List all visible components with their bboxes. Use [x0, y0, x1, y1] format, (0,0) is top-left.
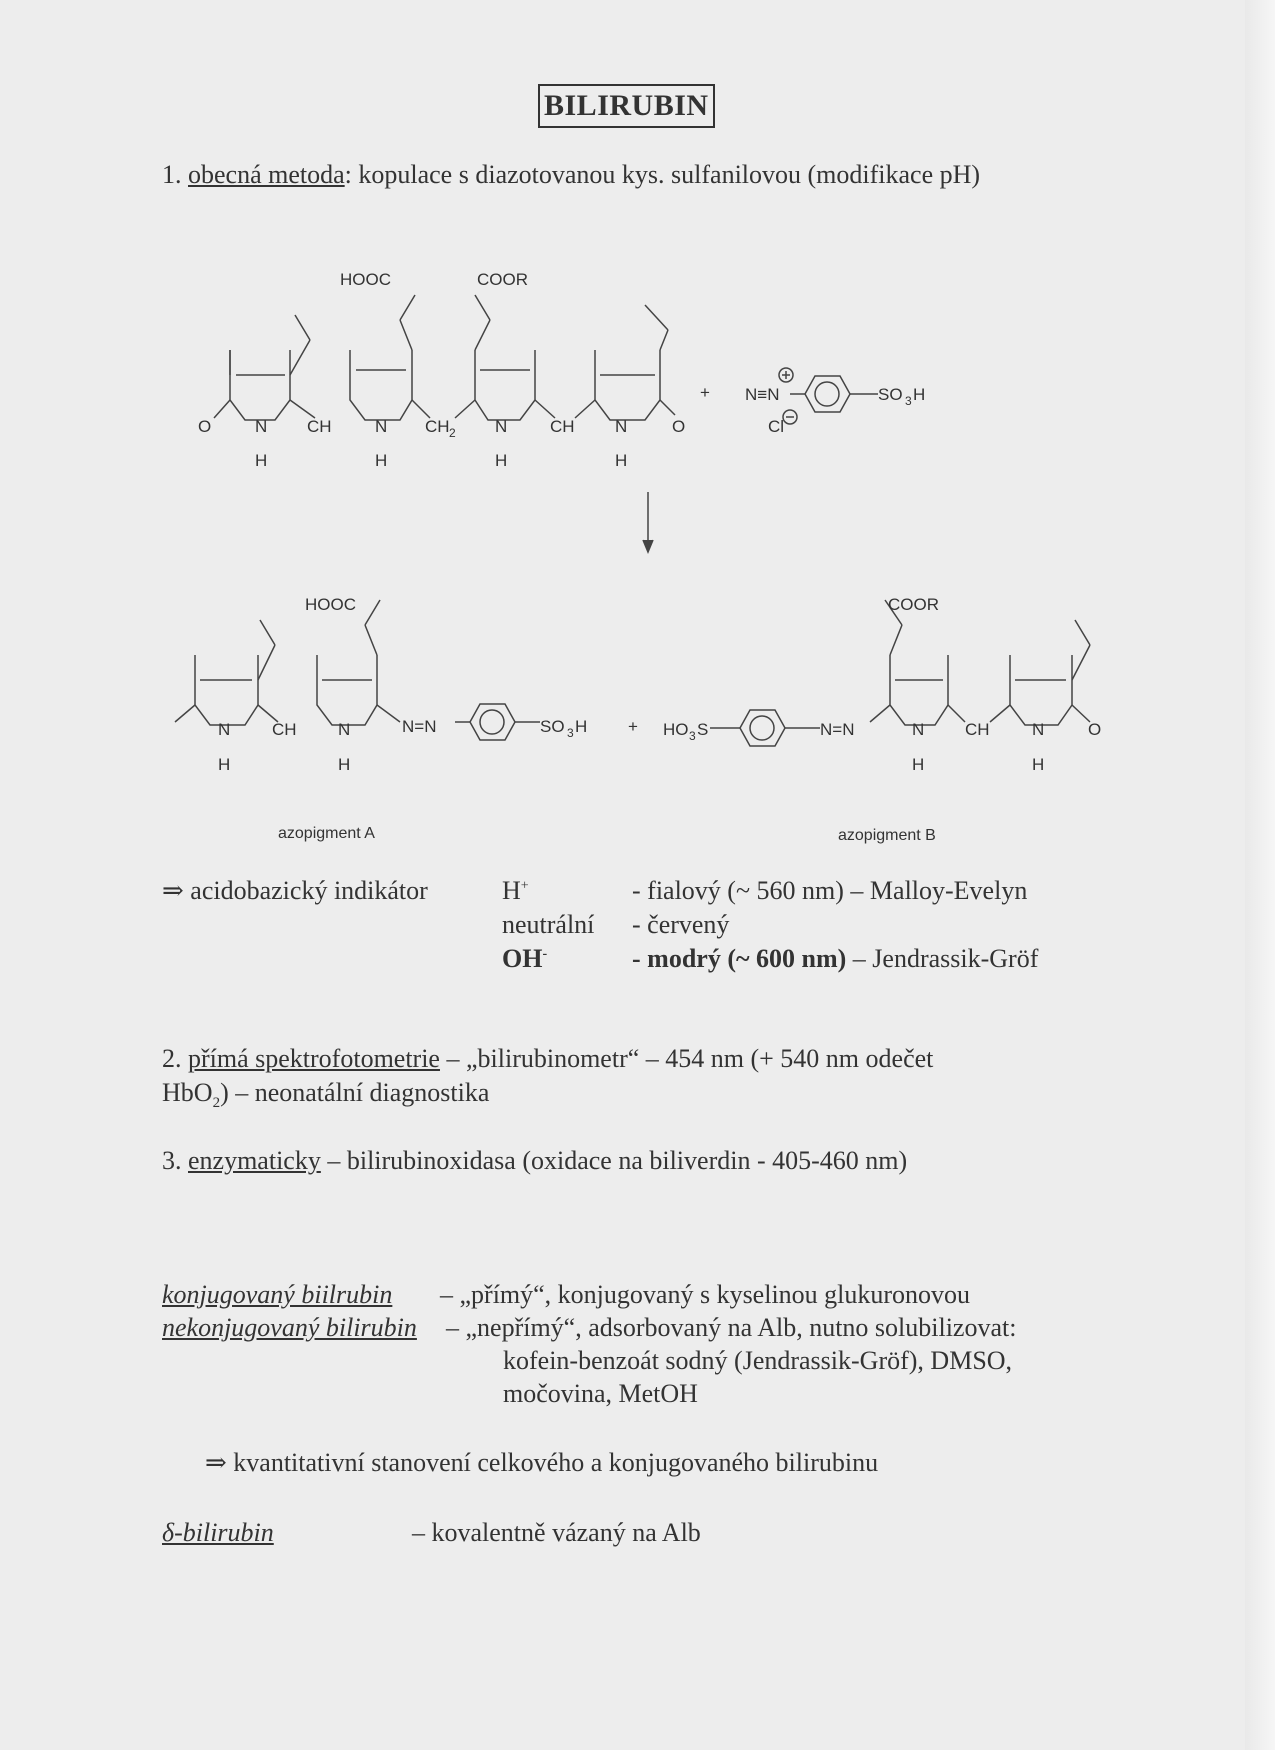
indicator-desc-acid: - fialový (~ 560 nm) – Malloy-Evelyn	[632, 876, 1028, 905]
method-1-name: obecná metoda	[188, 160, 345, 189]
label-n1: N	[255, 417, 268, 436]
label-ho3s-b: HO	[663, 720, 689, 739]
label-coor-b: COOR	[888, 595, 939, 614]
label-o-left: O	[198, 417, 212, 436]
reaction-arrow	[643, 492, 653, 552]
label-diazonium: N≡N	[745, 385, 780, 404]
quantitative-note	[205, 1448, 878, 1478]
desc-unconjugated: – „nepřímý“, adsorbovaný na Alb, nutno solubilizovat:	[446, 1313, 1017, 1342]
label-o-b: O	[1088, 720, 1102, 739]
label-so3h-a: SO	[540, 717, 565, 736]
label-chloride: Cl	[768, 417, 785, 436]
method-2-text: – „bilirubinometr“ – 454 nm (+ 540 nm odečet	[439, 1044, 934, 1073]
caption-azopigment-a: azopigment A	[278, 825, 375, 842]
svg-text:2: 2	[449, 426, 456, 440]
label-hooc: HOOC	[340, 270, 391, 289]
desc-conjugated: – „přímý“, konjugovaný s kyselinou glukuronovou	[440, 1280, 971, 1309]
bilirubin-structure	[198, 270, 685, 470]
label-ho3s-s: S	[697, 720, 709, 739]
label-ch-b: CH	[965, 720, 990, 739]
term-conjugated: konjugovaný biilrubin	[162, 1280, 393, 1309]
label-h-b1: H	[912, 755, 925, 774]
label-hooc-a: HOOC	[305, 595, 356, 614]
indicator-cond-acid: H+	[502, 876, 529, 905]
label-n4: N	[615, 417, 628, 436]
label-azo-a: N=N	[402, 717, 437, 736]
quantitative-text: kvantitativní stanovení celkového a konjugovaného bilirubinu	[226, 1448, 879, 1477]
label-h-a2: H	[338, 755, 351, 774]
method-3-name: enzymaticky	[188, 1146, 321, 1175]
indicator-desc-neutral: - červený	[632, 910, 730, 939]
page-edge-shadow	[1245, 0, 1275, 1750]
label-so3h-a-h: H	[575, 717, 588, 736]
label-ch3: CH	[550, 417, 575, 436]
method-2-line2: HbO$_2$) – neonatální diagnostika	[162, 1078, 490, 1112]
page-title: BILIRUBIN	[538, 84, 715, 128]
method-3-number: 3.	[162, 1146, 182, 1175]
desc-unconjugated-cont2: močovina, MetOH	[503, 1379, 698, 1408]
label-plus-2: +	[628, 717, 638, 736]
label-h4: H	[615, 451, 628, 470]
label-h-b2: H	[1032, 755, 1045, 774]
label-plus-1: +	[700, 383, 710, 402]
svg-text:3: 3	[567, 726, 574, 740]
label-n-b2: N	[1032, 720, 1045, 739]
label-ch2: CH	[425, 417, 450, 436]
desc-delta-bilirubin: – kovalentně vázaný na Alb	[412, 1518, 701, 1547]
label-h1: H	[255, 451, 268, 470]
method-3-text: – bilirubinoxidasa (oxidace na biliverdin - 405-460 nm)	[320, 1146, 908, 1175]
method-2-number: 2.	[162, 1044, 182, 1073]
label-n3: N	[495, 417, 508, 436]
label-n2: N	[375, 417, 388, 436]
label-ch-a: CH	[272, 720, 297, 739]
caption-azopigment-b: azopigment B	[838, 827, 936, 844]
azopigment-a-structure	[175, 595, 587, 842]
method-1-text: : kopulace s diazotovanou kys. sulfanilovou (modifikace pH)	[344, 160, 981, 189]
label-coor: COOR	[477, 270, 528, 289]
method-1	[162, 160, 980, 190]
indicator-label-text: acidobazický indikátor	[190, 876, 428, 905]
azopigment-b-structure	[663, 595, 1101, 844]
label-azo-b: N=N	[820, 720, 855, 739]
diazonium-reagent	[700, 368, 925, 436]
method-2-name: přímá spektrofotometrie	[188, 1044, 440, 1073]
desc-unconjugated-cont1: kofein-benzoát sodný (Jendrassik-Gröf), DMSO,	[503, 1346, 1013, 1375]
indicator-cond-neutral: neutrální	[502, 910, 595, 939]
term-delta-bilirubin: δ-bilirubin	[162, 1518, 274, 1547]
indicator-label	[162, 876, 428, 906]
label-n-a1: N	[218, 720, 231, 739]
label-so3h-reagent: SO	[878, 385, 903, 404]
term-unconjugated: nekonjugovaný bilirubin	[162, 1313, 417, 1342]
method-2	[162, 1044, 933, 1074]
label-n-a2: N	[338, 720, 351, 739]
indicator-desc-base: - modrý (~ 600 nm) – Jendrassik-Gröf	[632, 944, 1039, 973]
indicator-cond-base: OH-	[502, 944, 548, 973]
implies-arrow-icon: ⇒	[162, 876, 184, 905]
label-so3h-h: H	[913, 385, 926, 404]
method-3	[162, 1146, 907, 1176]
svg-text:3: 3	[905, 394, 912, 408]
method-1-number: 1.	[162, 160, 182, 189]
label-ch1: CH	[307, 417, 332, 436]
label-h2: H	[375, 451, 388, 470]
reaction-scheme	[0, 270, 1275, 870]
label-n-b1: N	[912, 720, 925, 739]
label-o-right: O	[672, 417, 686, 436]
label-h3: H	[495, 451, 508, 470]
label-h-a1: H	[218, 755, 231, 774]
svg-text:3: 3	[689, 729, 696, 743]
implies-arrow-icon-2: ⇒	[205, 1448, 227, 1477]
